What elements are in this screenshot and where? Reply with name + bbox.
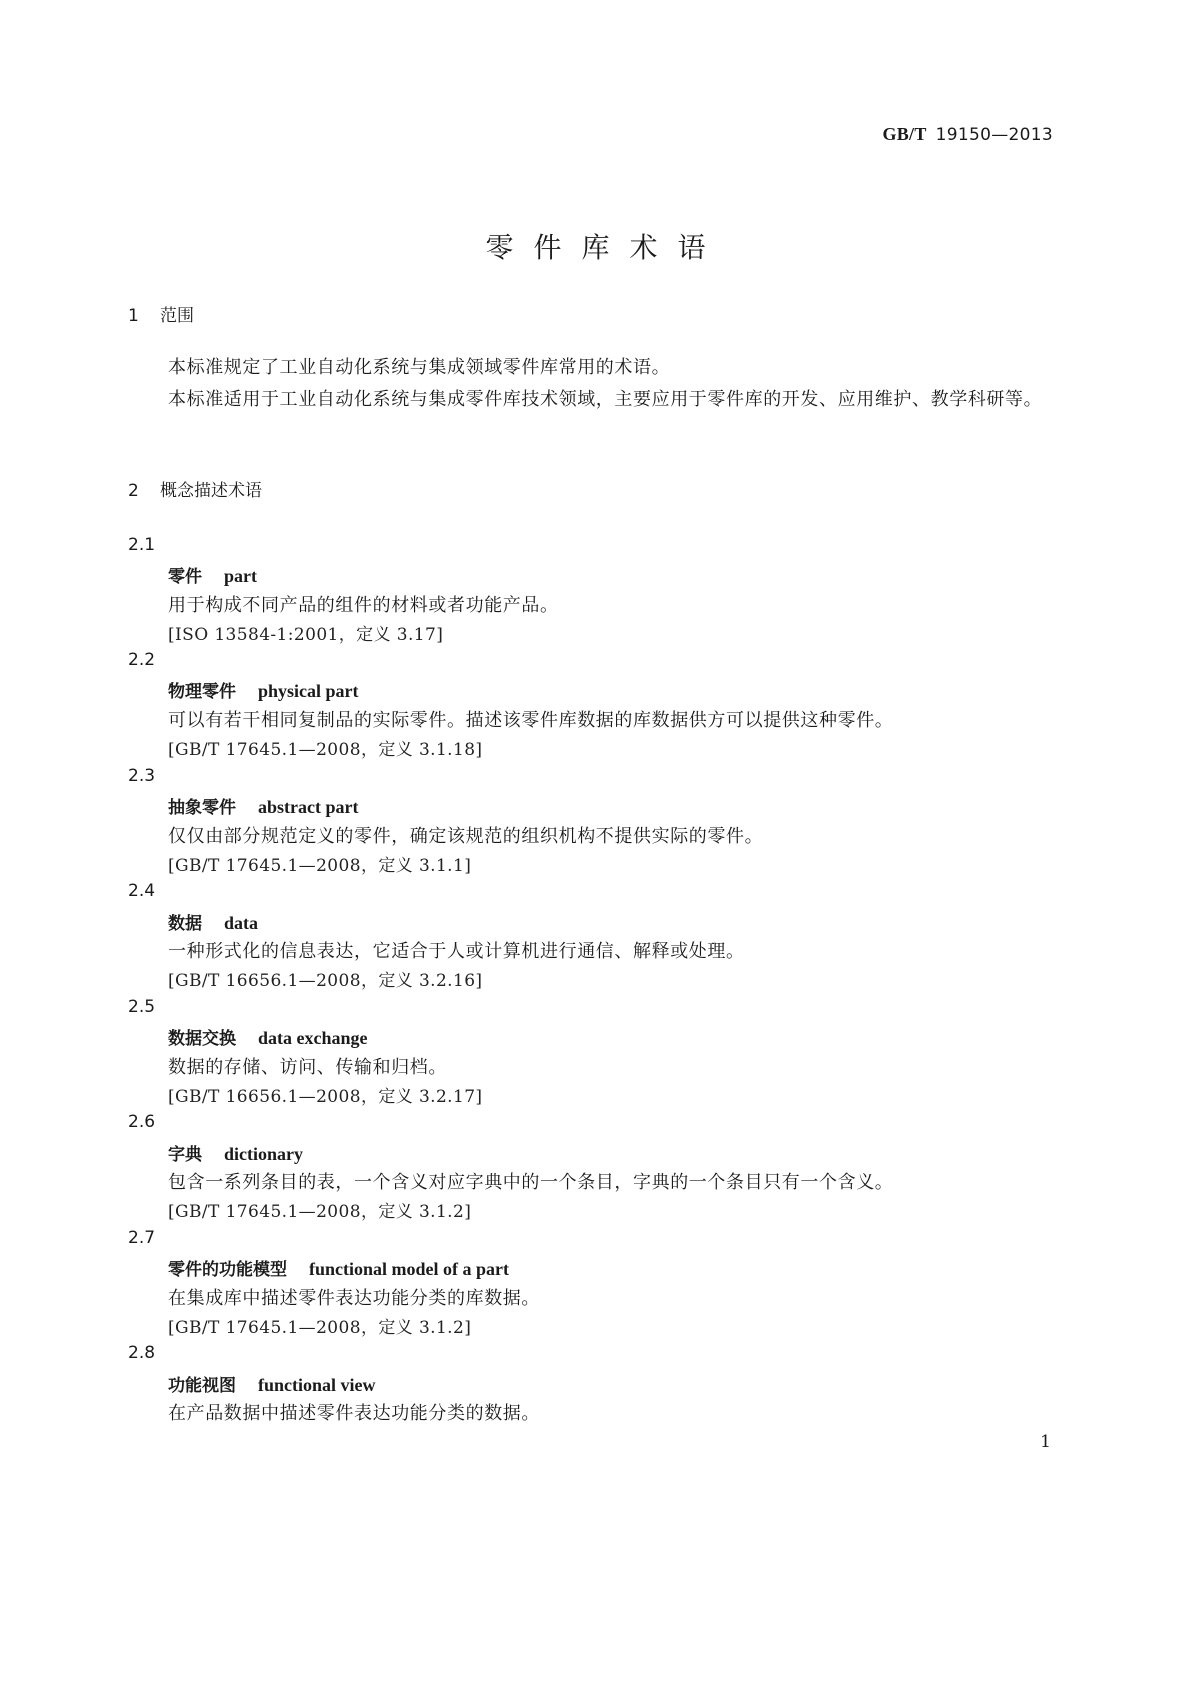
- term-name-zh: 物理零件: [168, 682, 236, 702]
- term-name-zh: 零件的功能模型: [168, 1260, 287, 1280]
- page-number: 1: [1040, 1432, 1051, 1452]
- term-name: [168, 1024, 368, 1049]
- term-name-en: data exchange: [258, 1028, 368, 1048]
- term-name-en: abstract part: [258, 797, 359, 817]
- section-number: 2: [128, 481, 139, 501]
- standard-code: [882, 124, 1053, 145]
- term-name: [168, 1140, 303, 1165]
- term-name-en: functional model of a part: [309, 1259, 509, 1279]
- term-name-zh: 功能视图: [168, 1376, 236, 1396]
- term-source: [GB/T 17645.1—2008，定义 3.1.1]: [168, 856, 472, 876]
- term-name-en: functional view: [258, 1375, 376, 1395]
- term-name-en: dictionary: [224, 1144, 303, 1164]
- term-source: [GB/T 17645.1—2008，定义 3.1.18]: [168, 740, 483, 760]
- term-source: [ISO 13584-1:2001，定义 3.17]: [168, 625, 444, 645]
- term-number: 2.2: [128, 650, 156, 670]
- section-heading-scope: [128, 301, 194, 326]
- term-source: [GB/T 16656.1—2008，定义 3.2.17]: [168, 1087, 483, 1107]
- term-name: [168, 793, 358, 818]
- term-source: [GB/T 17645.1—2008，定义 3.1.2]: [168, 1202, 472, 1222]
- term-name: [168, 1371, 376, 1396]
- term-name-zh: 零件: [168, 567, 202, 587]
- standard-number: 19150—2013: [935, 125, 1053, 145]
- section-number: 1: [128, 306, 139, 326]
- section-title: 范围: [160, 306, 194, 326]
- term-number: 2.8: [128, 1343, 156, 1363]
- term-definition: 用于构成不同产品的组件的材料或者功能产品。: [168, 595, 559, 616]
- term-number: 2.1: [128, 535, 156, 555]
- term-number: 2.4: [128, 881, 156, 901]
- term-number: 2.7: [128, 1228, 156, 1248]
- term-name: [168, 562, 257, 587]
- term-definition: 可以有若干相同复制品的实际零件。描述该零件库数据的库数据供方可以提供这种零件。: [168, 710, 894, 731]
- scope-paragraph-1: 本标准规定了工业自动化系统与集成领域零件库常用的术语。: [168, 357, 671, 378]
- term-name-zh: 数据交换: [168, 1029, 236, 1049]
- term-source: [GB/T 17645.1—2008，定义 3.1.2]: [168, 1318, 472, 1338]
- term-definition: 数据的存储、访问、传输和归档。: [168, 1057, 447, 1078]
- term-definition: 在集成库中描述零件表达功能分类的库数据。: [168, 1288, 540, 1309]
- term-source: [GB/T 16656.1—2008，定义 3.2.16]: [168, 971, 483, 991]
- term-name-en: part: [224, 566, 257, 586]
- term-number: 2.5: [128, 997, 156, 1017]
- term-definition: 一种形式化的信息表达，它适合于人或计算机进行通信、解释或处理。: [168, 941, 745, 962]
- term-name: [168, 677, 359, 702]
- term-name-en: data: [224, 913, 259, 933]
- term-number: 2.6: [128, 1112, 156, 1132]
- section-title: 概念描述术语: [160, 481, 262, 501]
- document-title: 零件库术语: [485, 231, 726, 264]
- term-name-zh: 数据: [168, 914, 202, 934]
- term-name-en: physical part: [258, 681, 359, 701]
- term-definition: 仅仅由部分规范定义的零件，确定该规范的组织机构不提供实际的零件。: [168, 826, 764, 847]
- term-definition: 在产品数据中描述零件表达功能分类的数据。: [168, 1403, 540, 1424]
- section-heading-terms: [128, 476, 262, 501]
- term-number: 2.3: [128, 766, 156, 786]
- standard-prefix: GB/T: [882, 124, 927, 144]
- term-name: [168, 1255, 509, 1280]
- term-name: [168, 909, 258, 934]
- scope-paragraph-2: 本标准适用于工业自动化系统与集成零件库技术领域，主要应用于零件库的开发、应用维护、教学科研等。: [168, 389, 1043, 410]
- term-definition: 包含一系列条目的表，一个含义对应字典中的一个条目，字典的一个条目只有一个含义。: [168, 1172, 894, 1193]
- term-name-zh: 字典: [168, 1145, 202, 1165]
- term-name-zh: 抽象零件: [168, 798, 236, 818]
